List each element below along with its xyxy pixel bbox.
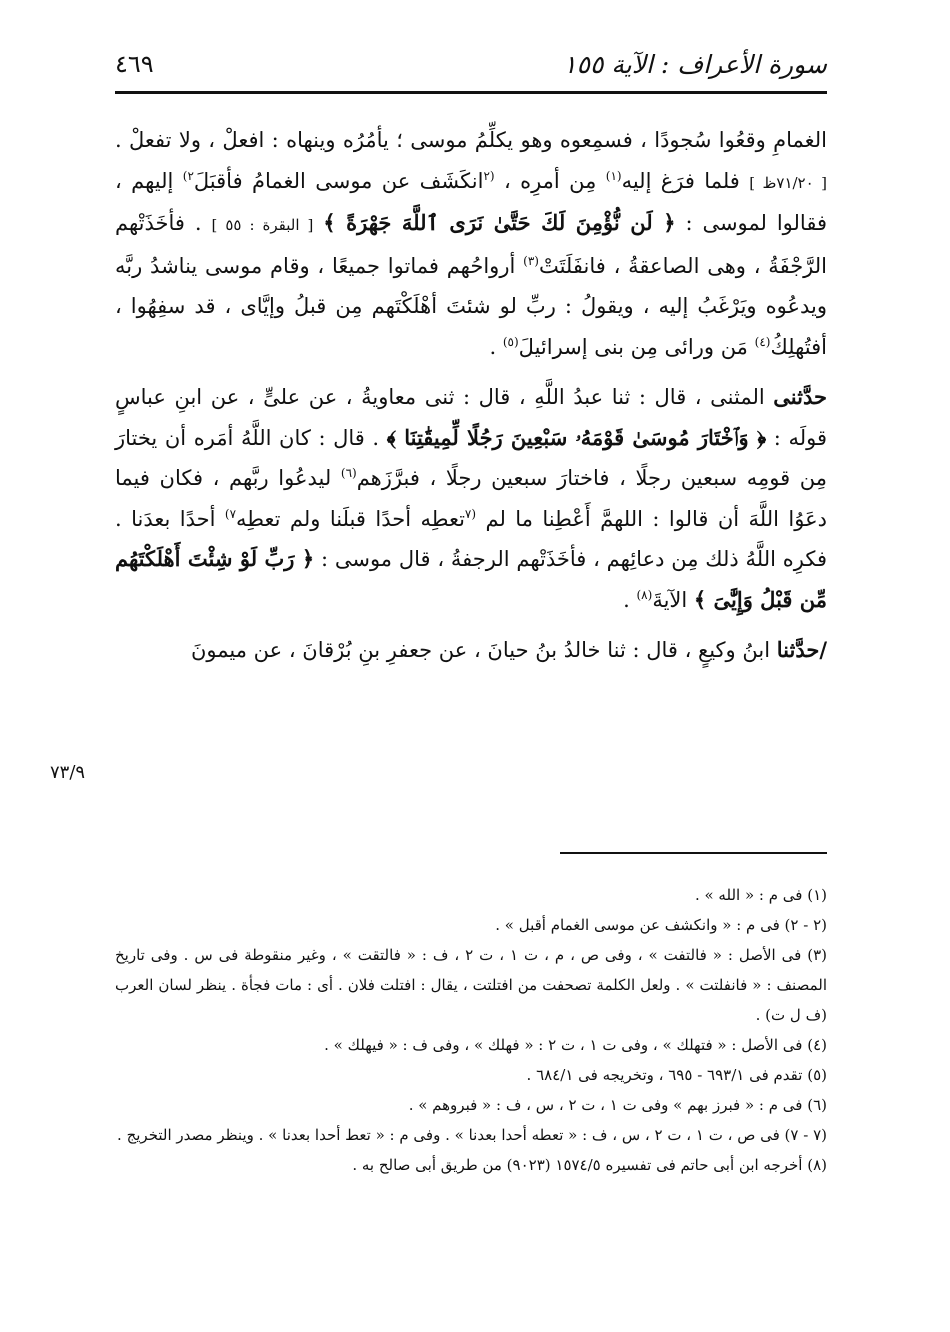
text-line: أرواحُهم فماتوا جميعًا ، وقام موسى يناشدُ ربَّه — [115, 253, 516, 278]
text-line: قولَه : — [773, 425, 828, 450]
text-line: الآيةَ — [652, 587, 688, 612]
verse-reference: [ البقرة : ٥٥ ] — [211, 216, 314, 234]
footnote-marker: (٣) — [523, 253, 539, 268]
page-header — [115, 38, 827, 90]
text-line: فقالوا لموسى : — [685, 211, 827, 235]
text-line: إليهم ، — [115, 168, 174, 193]
text-line: . قال : كان اللَّهُ أمَره أن يختارَ مِن قومِه سبعين رجلًا ، فاختارَ سبعين رجلًا ، فبرَّزَهم — [115, 425, 827, 490]
text-line: المثنى ، قال : ثنا عبدُ اللَّهِ ، قال : ثنى معاويةُ ، عن علىٍّ ، عن ابنِ عباسٍ — [115, 385, 765, 409]
hadith-opening: حدَّثنا — [776, 637, 820, 662]
text-line: . فأخَذَتْهم — [115, 211, 202, 235]
footnote-marker: (٥) — [502, 334, 519, 349]
paragraph-3 — [115, 630, 827, 671]
text-line: أفتُهلِكُ — [770, 334, 827, 359]
paragraph-2 — [115, 377, 827, 620]
footnote-marker: (٨) — [636, 587, 653, 602]
running-title: سورة الأعراف : الآية ١٥٥ — [563, 49, 827, 79]
footnote-marker: (١) — [605, 168, 622, 183]
page-break-slash: / — [819, 637, 827, 662]
footnote-marker: (٢ — [483, 168, 495, 183]
footnote-marker: (٦) — [340, 466, 357, 480]
footnote: (٢ - ٢) فى م : « وانكشف عن موسى الغمام أقبل » . — [495, 916, 827, 934]
text-line: انكَشَف عن موسى الغمامُ فأقبَلَ — [193, 168, 484, 193]
hadith-opening: حدَّثنى — [773, 384, 827, 409]
text-line: . — [489, 334, 497, 359]
paragraph-1 — [115, 120, 827, 367]
text-line: فلما فرَغ إليه — [621, 168, 740, 193]
quran-verse: ﴿ وَٱخْتَارَ مُوسَىٰ قَوْمَهُۥ سَبْعِينَ رَجُلًا لِّمِيقَٰتِنَا ﴾ — [386, 424, 767, 450]
footnote: (٨) أخرجه ابن أبى حاتم فى تفسيره ١٥٧٤/٥ (٩٠٢٣) من طريق أبى صالح به . — [352, 1156, 827, 1174]
text-line: تعطِه أحدًا قبلَنا ولم تعطِه — [236, 506, 465, 531]
footnote-marker: (٧ — [464, 506, 477, 521]
quran-verse: ﴿ رَبِّ لَوْ شِئْتَ أَهْلَكْتَهُم مِّن قَبْلُ وَإِيَّٰىَ ﴾ — [115, 546, 827, 612]
footnote-marker: ٢) — [182, 168, 194, 183]
text-line: مِن أمرِه ، — [503, 168, 597, 193]
page-number: ٤٦٩ — [115, 50, 154, 78]
footnote: (٦) فى م : « فبرز بهم » وفى ت ١ ، ت ٢ ، س ، ف : « فبروهم » . — [408, 1096, 827, 1114]
footnote-marker: (٤) — [754, 334, 771, 349]
footnote-marker: ٧) — [224, 506, 237, 521]
quran-verse: ﴿ لَن نُّؤْمِنَ لَكَ حَتَّىٰ نَرَى ٱللَّهَ جَهْرَةً ﴾ — [323, 210, 676, 235]
text-line: الغمامِ وقعُوا سُجودًا ، فسمِعوه وهو يكلِّمُ موسى ؛ يأمُرُه وينهاه : افعلْ ، ولا تفعلْ . — [115, 128, 827, 152]
footnote: (٤) فى الأصل : « فتهلك » ، وفى ت ١ ، ت ٢ : « فهلك » ، وفى ف : « فيهلك » . — [324, 1036, 827, 1054]
text-line: ليدعُوا ربَّهم ، فكان فيما دعَوُا اللَّهَ أن قالوا : اللهمَّ أَعْطِنا ما لم — [115, 466, 827, 531]
text-line: مَن ورائى مِن بنى إسرائيلَ — [518, 334, 748, 359]
text-line: ابنُ وكيعٍ ، قال : ثنا خالدُ بنُ حيانَ ، عن جعفرِ بنِ بُرْقانَ ، عن ميمونَ — [190, 638, 771, 662]
footnote: (٥) تقدم فى ٦٩٣/١ - ٦٩٥ ، وتخريجه فى ٦٨٤/١ . — [526, 1066, 827, 1084]
text-line: أحدًا بعدَنا . فكرِه اللَّهُ ذلك مِن دعائِهم ، فأخَذَتْهم الرجفةُ ، قال موسى : — [115, 506, 827, 571]
volume-page-reference: ٧٣/٩ — [50, 762, 86, 783]
footnote: (٣) فى الأصل : « فالتفت » ، وفى ص ، م ، ت ١ ، ت ٢ ، ف : « فالتقت » ، وغير منقوطة فى س . وفى تاريخ المصنف : « فانفلتت » . ولعل الكلمة تصحفت من افتلتت ، يقال : افتلت فلان . أى : مات فجأة . ينظر لسان العرب (ف ل ت) . — [115, 946, 827, 1024]
footnote: (١) فى م : « الله » . — [694, 886, 827, 904]
main-text — [115, 120, 827, 671]
text-line: . — [623, 587, 630, 612]
text-line: ويدعُوه ويَرْغَبُ إليه ، ويقولُ : ربِّ لو شئتَ أهْلَكْتَهم مِن قبلُ وإيَّاى ، قد سفِهُوا ، — [115, 294, 827, 318]
header-rule — [115, 91, 827, 94]
margin-reference: [ ٧١/٢٠ظ ] — [749, 173, 827, 192]
footnote-rule — [560, 852, 827, 854]
text-line: الرَّجْفَةُ ، وهى الصاعقةُ ، فانفَلَتَتْ — [538, 253, 827, 278]
footnotes — [115, 880, 827, 1180]
footnote: (٧ - ٧) فى ص ، ت ١ ، ت ٢ ، س ، ف : « تعطه أحدا بعدنا » . وفى م : « تعط أحدا بعدنا » . وينظر مصدر التخريج . — [117, 1126, 827, 1144]
